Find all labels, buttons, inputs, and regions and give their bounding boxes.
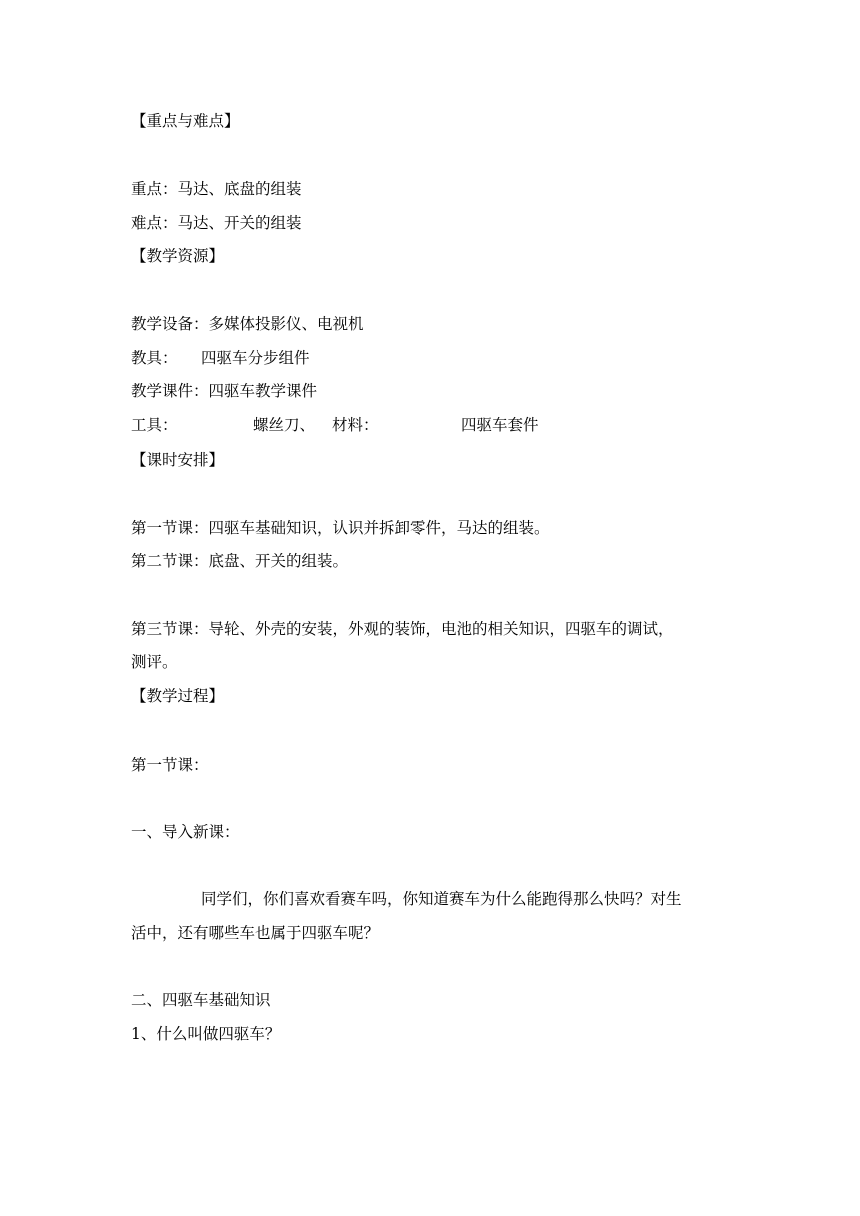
process-heading: 【教学过程】 [131, 687, 225, 705]
courseware-line: 教学课件：四驱车教学课件 [131, 382, 318, 400]
resources-heading: 【教学资源】 [131, 247, 225, 265]
difficult-point-line: 难点：马达、开关的组装 [131, 214, 302, 232]
key-point-line: 重点：马达、底盘的组装 [131, 180, 302, 198]
intro-text-line-1: 同学们，你们喜欢看赛车吗，你知道赛车为什么能跑得那么快吗？对生 [201, 890, 682, 908]
lesson-three-line-2: 测评。 [131, 653, 178, 671]
basics-heading: 二、四驱车基础知识 [131, 991, 271, 1009]
teaching-aids-value: 四驱车分步组件 [201, 349, 310, 367]
materials-label: 材料： [332, 416, 379, 434]
lesson-one-line: 第一节课：四驱车基础知识，认识并拆卸零件，马达的组装。 [131, 519, 550, 537]
equipment-line: 教学设备：多媒体投影仪、电视机 [131, 315, 364, 333]
teaching-aids-label: 教具： [131, 349, 178, 367]
intro-heading: 一、导入新课： [131, 823, 240, 841]
first-lesson-label: 第一节课： [131, 756, 209, 774]
tools-value: 螺丝刀、 [253, 416, 316, 434]
key-points-heading: 【重点与难点】 [131, 112, 240, 130]
materials-value: 四驱车套件 [461, 416, 539, 434]
lesson-three-line-1: 第三节课：导轮、外壳的安装，外观的装饰，电池的相关知识，四驱车的调试， [131, 620, 674, 638]
intro-text-line-2: 活中，还有哪些车也属于四驱车呢？ [131, 924, 380, 942]
question-one-line: 1、什么叫做四驱车？ [131, 1025, 281, 1043]
lesson-two-line: 第二节课：底盘、开关的组装。 [131, 552, 349, 570]
schedule-heading: 【课时安排】 [131, 451, 225, 469]
tools-label: 工具： [131, 416, 178, 434]
